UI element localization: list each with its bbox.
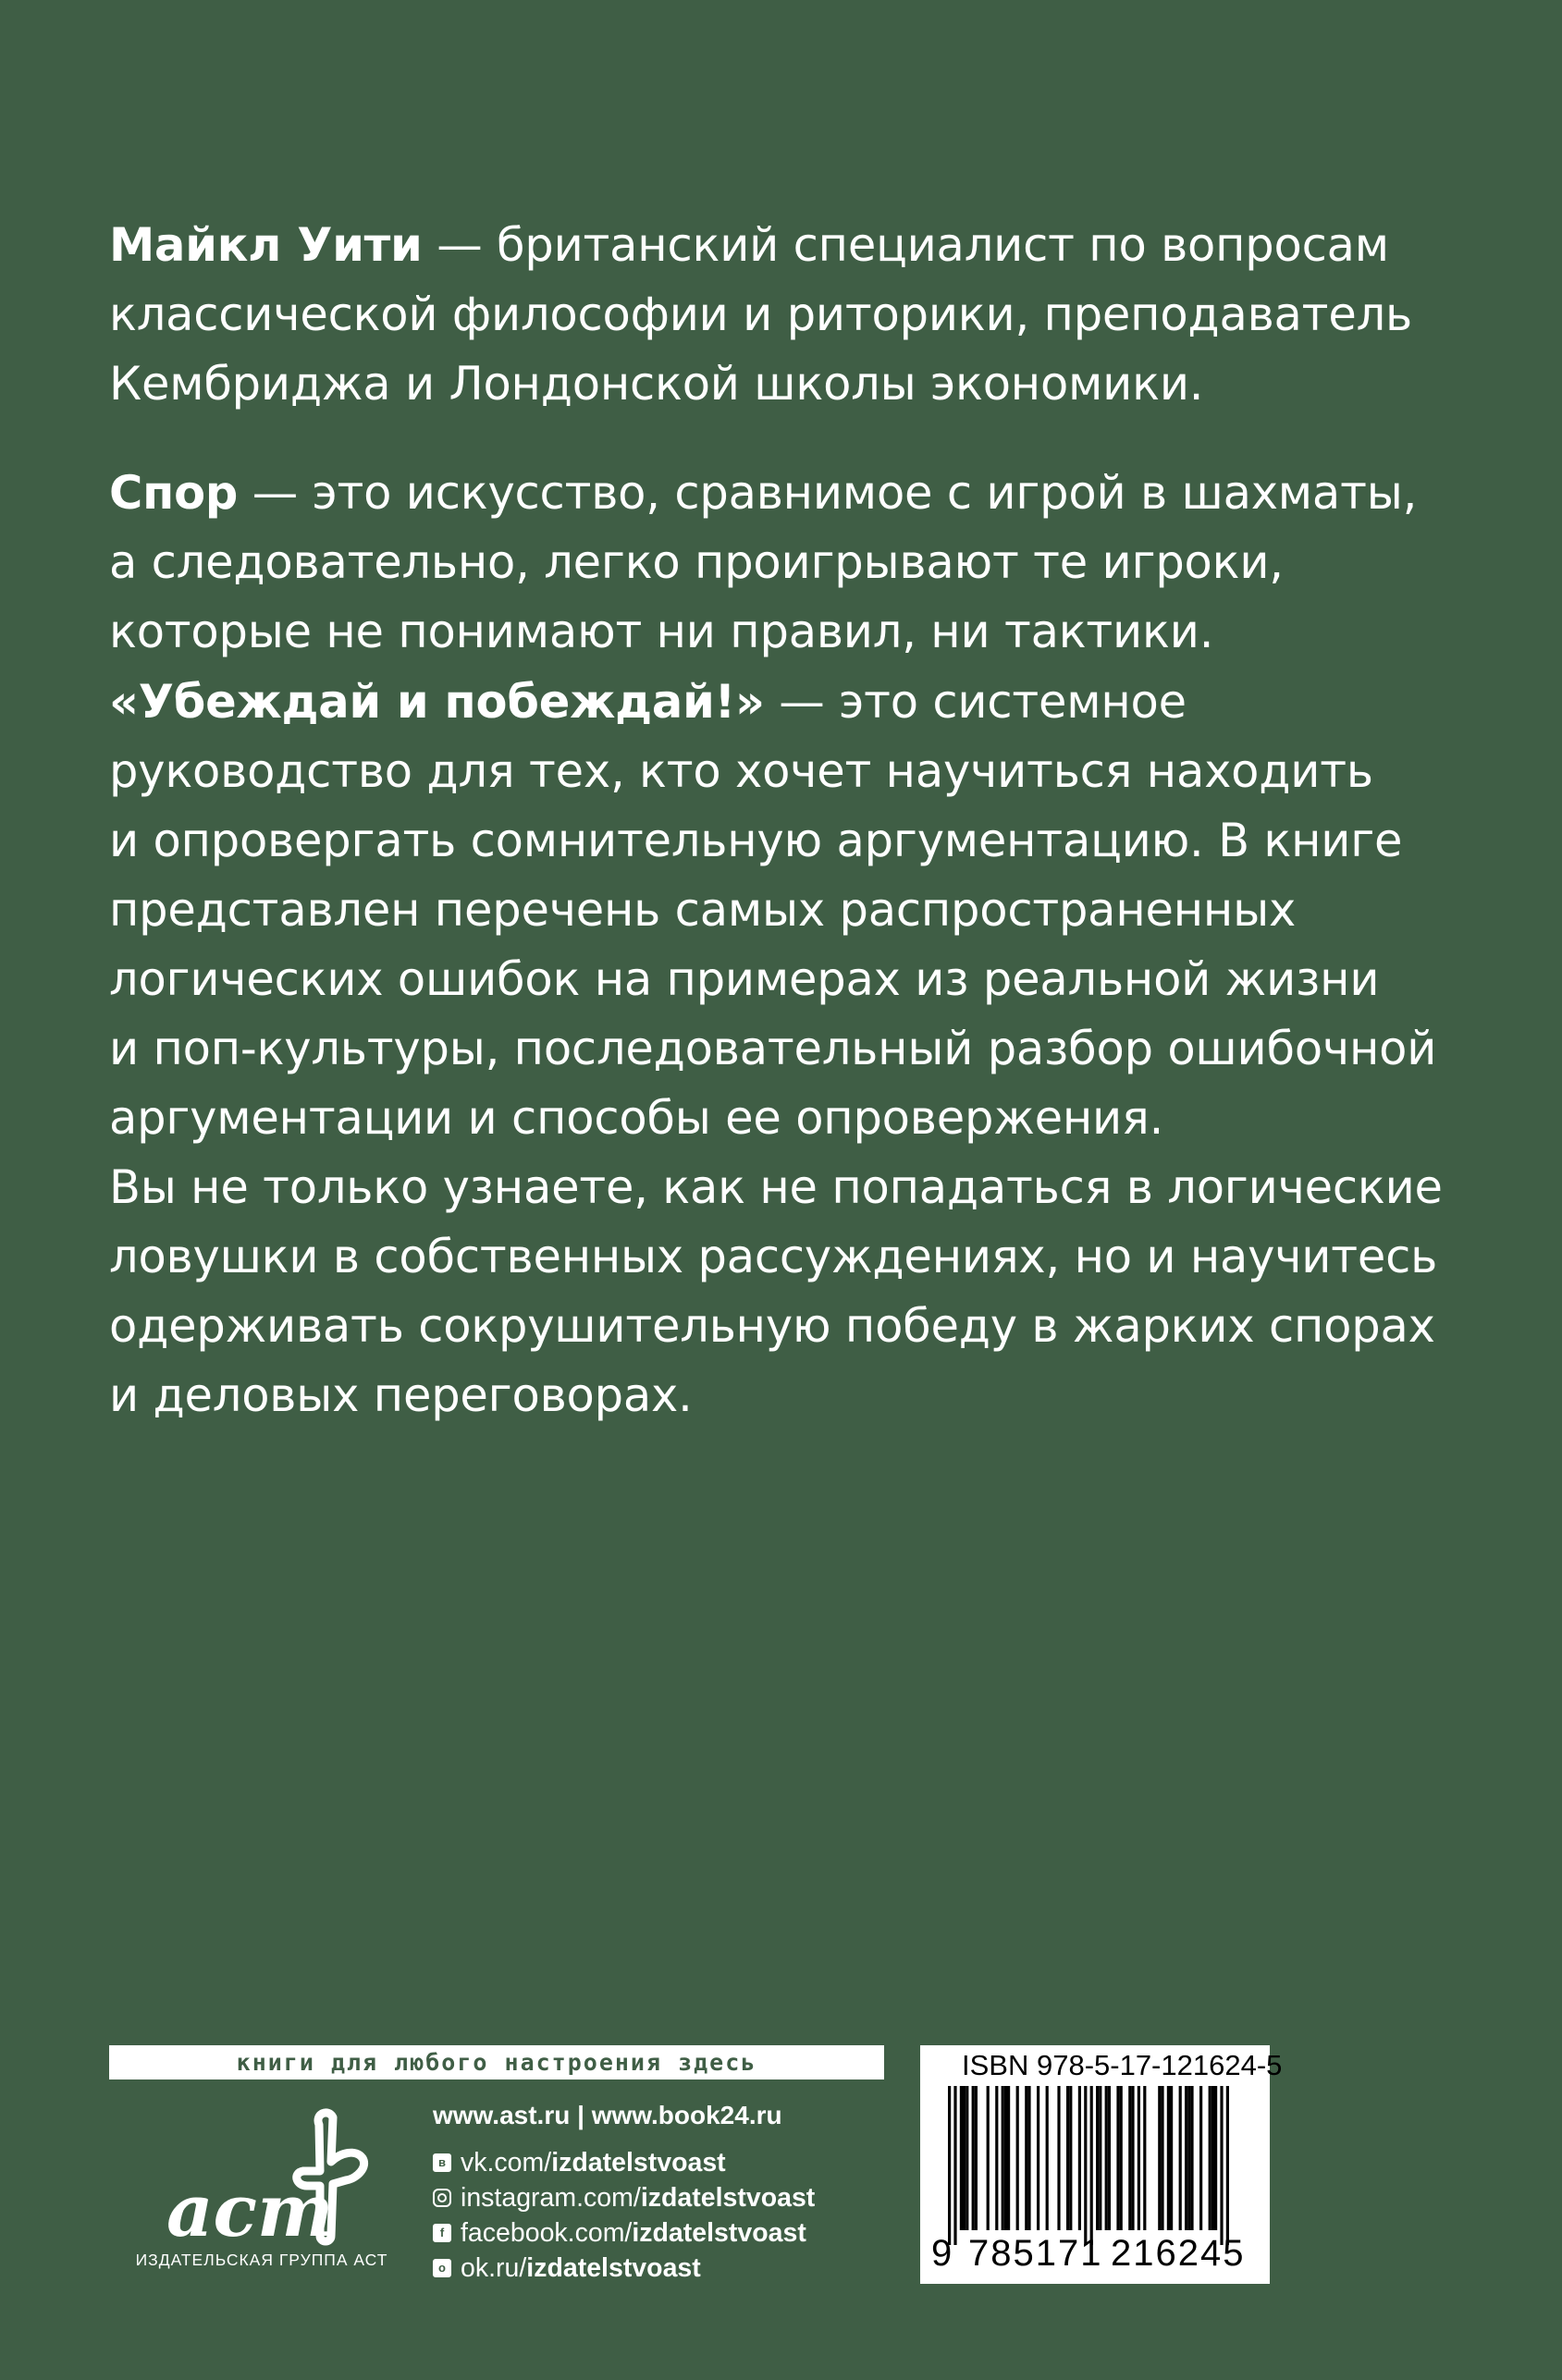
barcode-bar [1214,2086,1217,2230]
link-handle: izdatelstvoast [526,2253,701,2283]
line-text: руководство для тех, кто хочет научиться находить [109,744,1373,798]
barcode-bar [1220,2086,1223,2245]
text-line [109,1153,1469,1222]
text-line [109,737,1469,806]
isbn-label: ISBN 978-5-17-121624-5 [962,2049,1283,2081]
barcode-bar [1057,2086,1060,2230]
link-prefix: instagram.com/ [461,2183,641,2213]
barcode-bar [1161,2086,1163,2230]
isbn-barcode [920,2045,1283,2284]
line-text: — это искусство, сравнимое с игрой в шахматы, [238,466,1418,520]
line-text: аргументации и способы ее опровержения. [109,1091,1164,1145]
intro-paragraph [109,459,1469,667]
barcode-bar [1187,2086,1190,2230]
line-text: и деловых переговорах. [109,1368,693,1422]
instagram-icon [433,2189,451,2207]
barcode-bar [1108,2086,1111,2230]
link-prefix: vk.com/ [461,2148,552,2178]
barcode-bars [948,2086,1244,2245]
link-handle: izdatelstvoast [640,2183,816,2213]
barcode-bar [1078,2086,1081,2230]
line-text: ловушки в собственных рассуждениях, но и научитесь [109,1230,1438,1283]
barcode-bar [1190,2086,1193,2230]
line-text: логических ошибок на примерах из реальной жизни [109,952,1380,1006]
text-line [109,459,1469,528]
barcode-bar [1105,2086,1108,2230]
tagline-banner: книги для любого настроения здесь [109,2045,884,2079]
website-links[interactable]: www.ast.ru | www.book24.ru [433,2101,782,2129]
text-line [109,280,1469,350]
author-bio [109,211,1469,419]
text-line [109,1292,1469,1361]
barcode-bar [953,2086,956,2245]
barcode-bar [1046,2086,1049,2230]
publisher-caption: ИЗДАТЕЛЬСКАЯ ГРУППА АСТ [135,2251,388,2269]
barcode-bar [1209,2086,1211,2230]
barcode-bar [1027,2086,1030,2230]
barcode-bar [972,2086,975,2230]
vk-icon: в [433,2153,451,2172]
barcode-bar [963,2086,965,2230]
logo-text: аст [166,2169,334,2253]
barcode-bar [1199,2086,1202,2230]
line-text: одерживать сокрушительную победу в жарких спорах [109,1299,1435,1353]
ean-first-digit: 9 [931,2233,953,2274]
barcode-bar [1179,2086,1182,2230]
social-link-facebook[interactable] [433,2215,815,2251]
line-text: и поп-культуры, последовательный разбор ошибочной [109,1022,1437,1075]
barcode-bar [1084,2086,1087,2245]
line-text: — британский специалист по вопросам [422,218,1389,272]
barcode-bar [1158,2086,1161,2230]
odnoklassniki-icon: о [433,2259,451,2277]
barcode-bar [1143,2086,1146,2230]
barcode-bar [975,2086,978,2230]
ean-group-left: 785171 [968,2233,1103,2274]
author-name: Майкл Уити [109,218,423,272]
text-line [109,876,1469,945]
line-text: Вы не только узнаете, как не попадаться в логические [109,1160,1443,1214]
description-paragraph [109,668,1469,1430]
barcode-bar [1069,2086,1072,2230]
barcode-bar [1226,2086,1229,2245]
barcode-bar [1099,2086,1101,2230]
barcode-bar [1128,2086,1131,2230]
link-handle: izdatelstvoast [551,2148,726,2178]
social-link-vk[interactable] [433,2145,815,2180]
link-prefix: facebook.com/ [461,2218,633,2248]
text-line [109,668,1469,737]
barcode-bar [1170,2086,1173,2230]
link-handle: izdatelstvoast [632,2218,806,2248]
social-link-instagram[interactable] [433,2180,815,2215]
barcode-bar [1004,2086,1007,2230]
text-line [109,1014,1469,1084]
link-prefix: ok.ru/ [461,2253,527,2283]
barcode-bar [960,2086,963,2230]
contact-links [433,2099,815,2286]
text-line [109,528,1469,597]
bold-term: Спор [109,466,239,520]
line-text: классической философии и риторики, преподаватель [109,288,1412,341]
barcode-bar [1002,2086,1004,2230]
barcode-bar [1120,2086,1123,2230]
barcode-bar [995,2086,998,2230]
text-line [109,211,1469,280]
barcode-bar [1116,2086,1119,2230]
line-text: которые не понимают ни правил, ни тактики. [109,605,1214,658]
barcode-bar [1025,2086,1027,2230]
line-text: и опровергать сомнительную аргументацию. В книге [109,814,1403,867]
ean-group-right: 216245 [1111,2233,1246,2274]
line-text: — это системное [764,675,1187,729]
text-line [109,350,1469,419]
text-line [109,1361,1469,1430]
text-line [109,1084,1469,1153]
text-line [109,945,1469,1014]
barcode-bar [1131,2086,1134,2230]
barcode-bar [1185,2086,1187,2230]
text-line [109,597,1469,667]
text-line [109,806,1469,876]
facebook-icon: f [433,2224,451,2242]
line-text: представлен перечень самых распространенных [109,883,1297,937]
barcode-bar [965,2086,968,2230]
line-text: а следовательно, легко проигрывают те игроки, [109,535,1284,589]
barcode-bar [1090,2086,1093,2245]
barcode-bar [1096,2086,1099,2230]
barcode-bar [1138,2086,1140,2230]
barcode-bar [1007,2086,1010,2230]
social-link-odnoklassniki[interactable] [433,2251,815,2286]
barcode-bar [1066,2086,1069,2230]
barcode-bar [1211,2086,1214,2230]
barcode-bar [1037,2086,1039,2230]
book-title: «Убеждай и побеждай!» [109,675,765,729]
line-text: Кембриджа и Лондонской школы экономики. [109,357,1204,411]
barcode-bar [1016,2086,1019,2230]
barcode-bar [1167,2086,1170,2230]
text-line [109,1222,1469,1292]
barcode-bar [987,2086,990,2230]
barcode-bar [948,2086,951,2245]
